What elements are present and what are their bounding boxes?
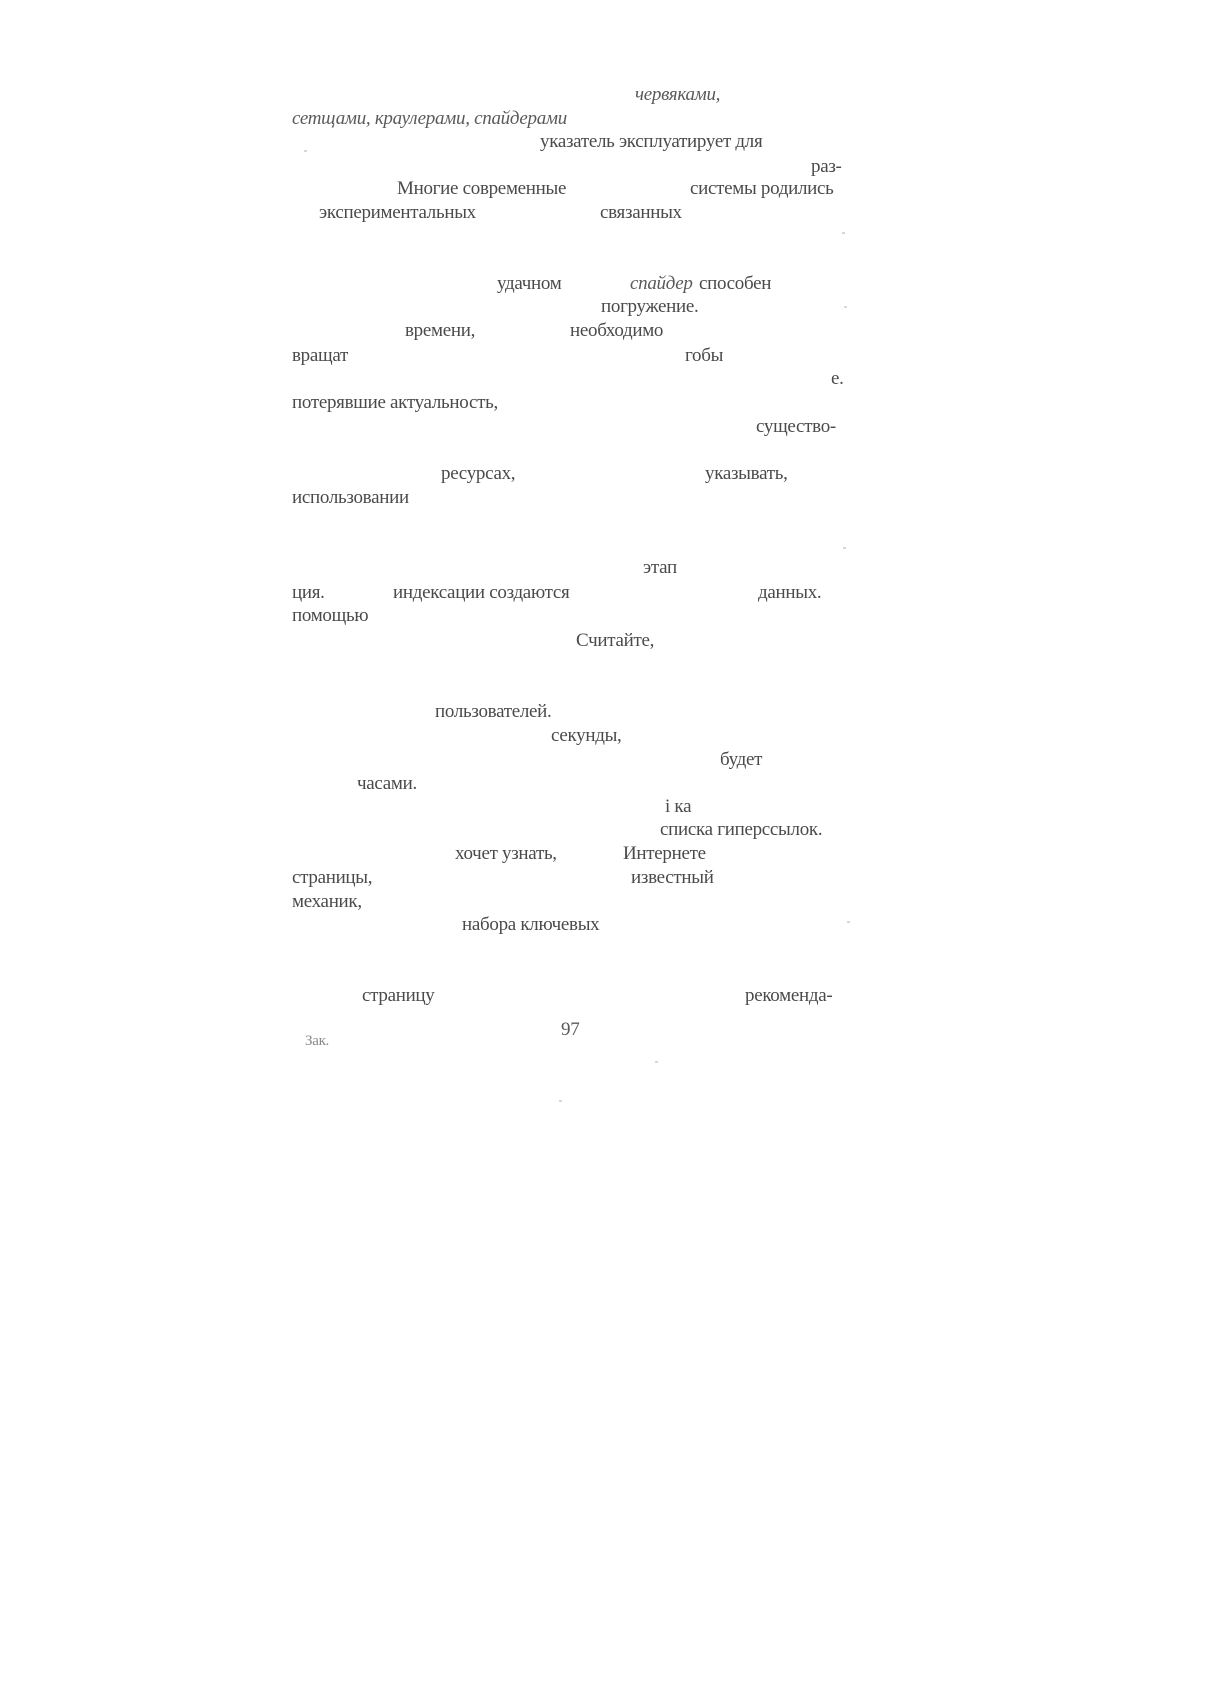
text-fragment: часами. — [357, 773, 417, 794]
text-fragment: спайдер — [630, 273, 693, 294]
text-fragment: использовании — [292, 487, 409, 508]
text-fragment: е. — [831, 368, 844, 389]
text-fragment: указатель эксплуатирует для — [540, 131, 763, 152]
text-fragment: будет — [720, 749, 763, 770]
text-fragment: механик, — [292, 891, 362, 912]
text-fragment: раз- — [811, 156, 842, 177]
text-fragment: времени, — [405, 320, 476, 341]
text-fragment: указывать, — [705, 463, 788, 484]
text-fragment: погружение. — [601, 296, 699, 317]
text-fragment: данных. — [758, 582, 822, 603]
text-fragment: хочет узнать, — [455, 843, 557, 864]
text-fragment: помощью — [292, 605, 369, 626]
footer-mark: Зак. — [305, 1033, 330, 1049]
text-fragment: ресурсах, — [441, 463, 516, 484]
text-fragment: экспериментальных — [319, 202, 476, 223]
text-fragment: страницы, — [292, 867, 373, 888]
text-fragment: Многие современные — [397, 178, 567, 199]
text-fragment: i ка — [665, 796, 692, 817]
text-fragment: сетщами, краулерами, спайдерами — [292, 108, 567, 129]
text-fragment: удачном — [497, 273, 562, 294]
text-fragment: гобы — [685, 345, 724, 366]
text-fragment: этап — [643, 557, 677, 578]
text-fragment: секунды, — [551, 725, 622, 746]
text-fragment: вращат — [292, 345, 348, 366]
text-fragment: рекоменда- — [745, 985, 833, 1006]
text-fragment: известный — [631, 867, 714, 888]
scan-speck — [842, 232, 845, 234]
text-fragment: индексации создаются — [393, 582, 570, 603]
text-fragment: существо- — [756, 416, 836, 437]
text-fragment: пользователей. — [435, 701, 552, 722]
scan-speck — [844, 306, 847, 308]
text-fragment: набора ключевых — [462, 914, 600, 935]
page-number: 97 — [561, 1019, 580, 1040]
scan-speck — [847, 921, 850, 923]
text-fragment: Считайте, — [576, 630, 655, 651]
scan-speck — [559, 1100, 562, 1102]
text-fragment: страницу — [362, 985, 435, 1006]
text-fragment: потерявшие актуальность, — [292, 392, 498, 413]
text-fragment: необходимо — [570, 320, 664, 341]
scan-speck — [655, 1061, 658, 1063]
text-fragment: червяками, — [635, 84, 721, 105]
text-fragment: связанных — [600, 202, 682, 223]
scan-speck — [843, 547, 846, 549]
text-fragment: ция. — [292, 582, 325, 603]
text-fragment: Интернете — [623, 843, 706, 864]
text-fragment: способен — [699, 273, 772, 294]
scan-speck — [304, 150, 307, 152]
text-fragment: списка гиперссылок. — [660, 819, 823, 840]
text-fragment: системы родились — [690, 178, 834, 199]
